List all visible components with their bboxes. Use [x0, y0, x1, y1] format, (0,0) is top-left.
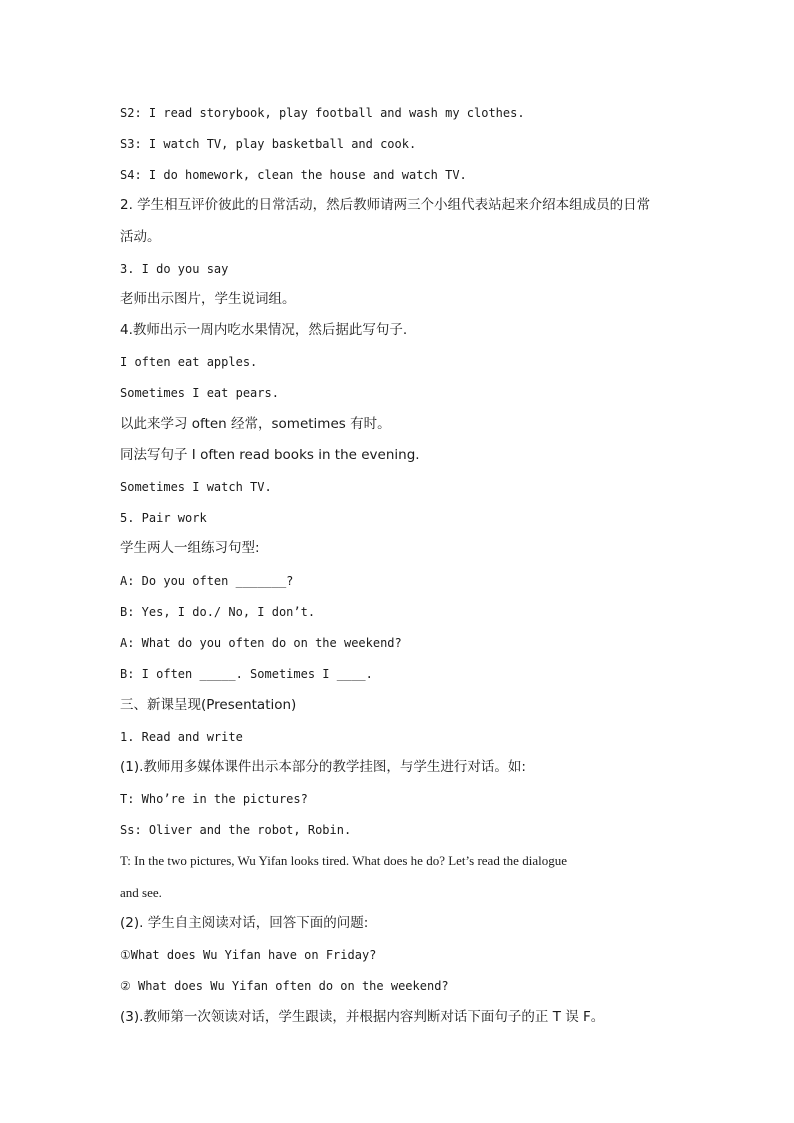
- text-line: 老师出示图片，学生说词组。: [120, 291, 296, 307]
- text-line: ② What does Wu Yifan often do on the weekend?: [120, 979, 449, 993]
- text-line: ①What does Wu Yifan have on Friday?: [120, 948, 377, 962]
- text-line: and see.: [120, 885, 162, 900]
- text-line: Sometimes I watch TV.: [120, 480, 272, 494]
- text-line: T: Who’re in the pictures?: [120, 792, 308, 806]
- text-line: 活动。: [120, 229, 161, 245]
- text-line: 同法写句子 I often read books in the evening.: [120, 447, 420, 463]
- text-line: T: In the two pictures, Wu Yifan looks tired. What does he do? Let’s read the dialogue: [120, 853, 567, 868]
- text-line: A: What do you often do on the weekend?: [120, 636, 402, 650]
- text-line: 1. Read and write: [120, 730, 243, 744]
- section-heading: 三、新课呈现(Presentation): [120, 697, 297, 713]
- text-line: 4.教师出示一周内吃水果情况，然后据此写句子.: [120, 322, 408, 338]
- text-line: S2: I read storybook, play football and wash my clothes.: [120, 106, 525, 120]
- text-line: (3).教师第一次领读对话，学生跟读，并根据内容判断对话下面句子的正 T 误 F。: [120, 1009, 605, 1025]
- text-line: B: I often _____. Sometimes I ____.: [120, 667, 373, 681]
- text-line: 3. I do you say: [120, 262, 229, 276]
- text-line: (1).教师用多媒体课件出示本部分的教学挂图，与学生进行对话。如:: [120, 759, 526, 775]
- text-line: I often eat apples.: [120, 355, 258, 369]
- text-line: 5. Pair work: [120, 511, 207, 525]
- text-line: 学生两人一组练习句型:: [120, 540, 260, 556]
- text-line: Ss: Oliver and the robot, Robin.: [120, 823, 352, 837]
- text-line: 2. 学生相互评价彼此的日常活动，然后教师请两三个小组代表站起来介绍本组成员的日常: [120, 197, 651, 213]
- text-line: S3: I watch TV, play basketball and cook.: [120, 137, 417, 151]
- text-line: Sometimes I eat pears.: [120, 386, 279, 400]
- text-line: (2). 学生自主阅读对话，回答下面的问题:: [120, 915, 369, 931]
- text-line: B: Yes, I do./ No, I don’t.: [120, 605, 316, 619]
- text-line: S4: I do homework, clean the house and watch TV.: [120, 168, 467, 182]
- text-line: 以此来学习 often 经常，sometimes 有时。: [120, 416, 391, 432]
- text-line: A: Do you often _______?: [120, 574, 294, 588]
